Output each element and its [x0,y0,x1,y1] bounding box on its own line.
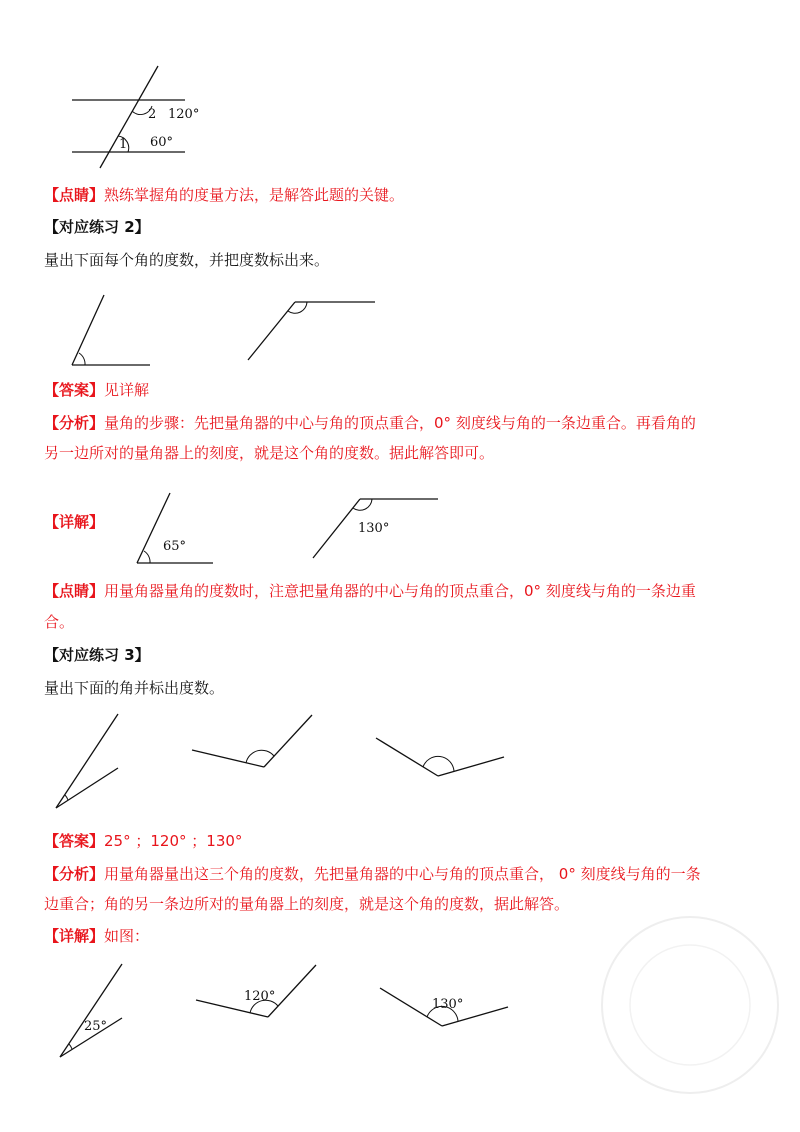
label-angle-1: 1 [119,137,128,152]
tag-analysis: 【分析】 [44,414,105,432]
ex3-detail-figure-b [190,962,325,1022]
ex3-label-25: 25° [84,1019,108,1034]
label-angle-2: 2 [148,107,157,122]
tag-detail-3: 【详解】 [44,927,105,945]
figure-parallel-lines [60,60,220,170]
ex3-analysis-line1 [44,863,701,885]
answer-3-text: 25° ；120° ；130° [104,832,243,850]
ex2-answer [44,379,149,401]
ex2-detail-tag: 【详解】 [44,513,105,531]
ex2-angle-figure-a [60,285,160,375]
analysis-text-1: 量角的步骤：先把量角器的中心与角的顶点重合，0° 刻度线与角的一条边重合。再看角的 [104,414,696,432]
ex3-detail [44,925,149,947]
tag-answer-3: 【答案】 [44,832,105,850]
ex3-analysis-line2: 边重合；角的另一条边所对的量角器上的刻度，就是这个角的度数，据此解答。 [44,895,570,913]
ex2-analysis-line2: 另一边所对的量角器上的刻度，就是这个角的度数。据此解答即可。 [44,444,495,462]
ex2-angle-figure-b [240,292,380,367]
ex2-question: 量出下面每个角的度数，并把度数标出来。 [44,251,330,269]
ex3-detail-figure-c [374,982,514,1032]
tag-analysis-3: 【分析】 [44,865,105,883]
ex2-dianjing-line1 [44,580,696,602]
ex2-detail-figure-b [305,490,445,565]
ex3-label-130: 130° [432,997,464,1012]
ex3-question: 量出下面的角并标出度数。 [44,679,225,697]
dianjing-2-text: 用量角器量角的度数时，注意把量角器的中心与角的顶点重合，0° 刻度线与角的一条边重 [104,582,696,600]
ex3-answer [44,830,242,852]
ex2-label-130: 130° [358,521,390,536]
ex2-detail-figure-a [125,488,225,573]
tag-dianjing: 【点睛】 [44,186,105,204]
detail-3-text: 如图： [104,927,150,945]
answer-text: 见详解 [104,381,150,399]
ex3-heading: 【对应练习 3】 [44,646,150,664]
tag-dianjing-2: 【点睛】 [44,582,105,600]
watermark [590,905,790,1105]
dianjing-1 [44,184,404,206]
ex3-angle-figure-a [48,710,138,815]
ex2-label-65: 65° [163,539,187,554]
ex2-heading: 【对应练习 2】 [44,218,150,236]
ex3-label-120: 120° [244,989,276,1004]
dianjing-text: 熟练掌握角的度量方法，是解答此题的关键。 [104,186,405,204]
ex2-analysis-line1 [44,412,696,434]
label-120: 120° [168,107,200,122]
ex2-dianjing-line2: 合。 [44,613,75,631]
label-60: 60° [150,135,174,150]
tag-answer: 【答案】 [44,381,105,399]
ex3-angle-figure-c [370,732,510,782]
ex3-angle-figure-b [186,712,321,772]
watermark-stamp [590,905,790,1105]
ex3-detail-figure-a [52,960,142,1065]
analysis-3-text-1: 用量角器量出这三个角的度数，先把量角器的中心与角的顶点重合， 0° 刻度线与角的一条 [104,865,701,883]
